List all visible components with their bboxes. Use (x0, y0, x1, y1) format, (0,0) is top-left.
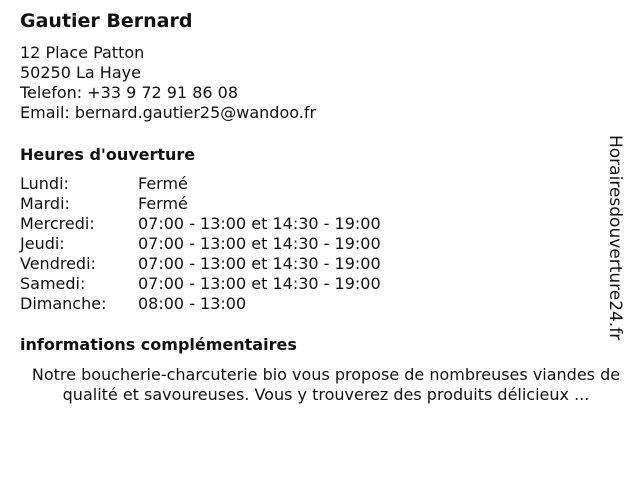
day-label: Dimanche: (20, 294, 107, 313)
hours-value: Fermé (138, 174, 188, 193)
hours-value: 07:00 - 13:00 et 14:30 - 19:00 (138, 234, 381, 253)
phone-number: Telefon: +33 9 72 91 86 08 (20, 83, 239, 102)
day-label: Lundi: (20, 174, 69, 193)
site-watermark: Horairesdouverture24.fr (605, 135, 625, 341)
hours-value: 07:00 - 13:00 et 14:30 - 19:00 (138, 254, 381, 273)
address-city: 50250 La Haye (20, 63, 141, 82)
hours-value: 08:00 - 13:00 (138, 294, 247, 313)
business-name: Gautier Bernard (20, 10, 193, 32)
day-label: Mercredi: (20, 214, 95, 233)
contact-block (20, 43, 316, 123)
day-label: Mardi: (20, 194, 70, 213)
day-label: Samedi: (20, 274, 86, 293)
info-description: Notre boucherie-charcuterie bio vous propose de nombreuses viandes de qualité et savoureuses. Vous y trouverez des produits délicieux ... (31, 365, 621, 404)
day-label: Jeudi: (20, 234, 65, 253)
info-heading: informations complémentaires (20, 335, 297, 354)
hours-value: 07:00 - 13:00 et 14:30 - 19:00 (138, 274, 381, 293)
address-street: 12 Place Patton (20, 43, 145, 62)
hours-heading: Heures d'ouverture (20, 145, 196, 164)
day-label: Vendredi: (20, 254, 96, 273)
hours-value: Fermé (138, 194, 188, 213)
hours-value: 07:00 - 13:00 et 14:30 - 19:00 (138, 214, 381, 233)
email-address: Email: bernard.gautier25@wandoo.fr (20, 103, 317, 122)
